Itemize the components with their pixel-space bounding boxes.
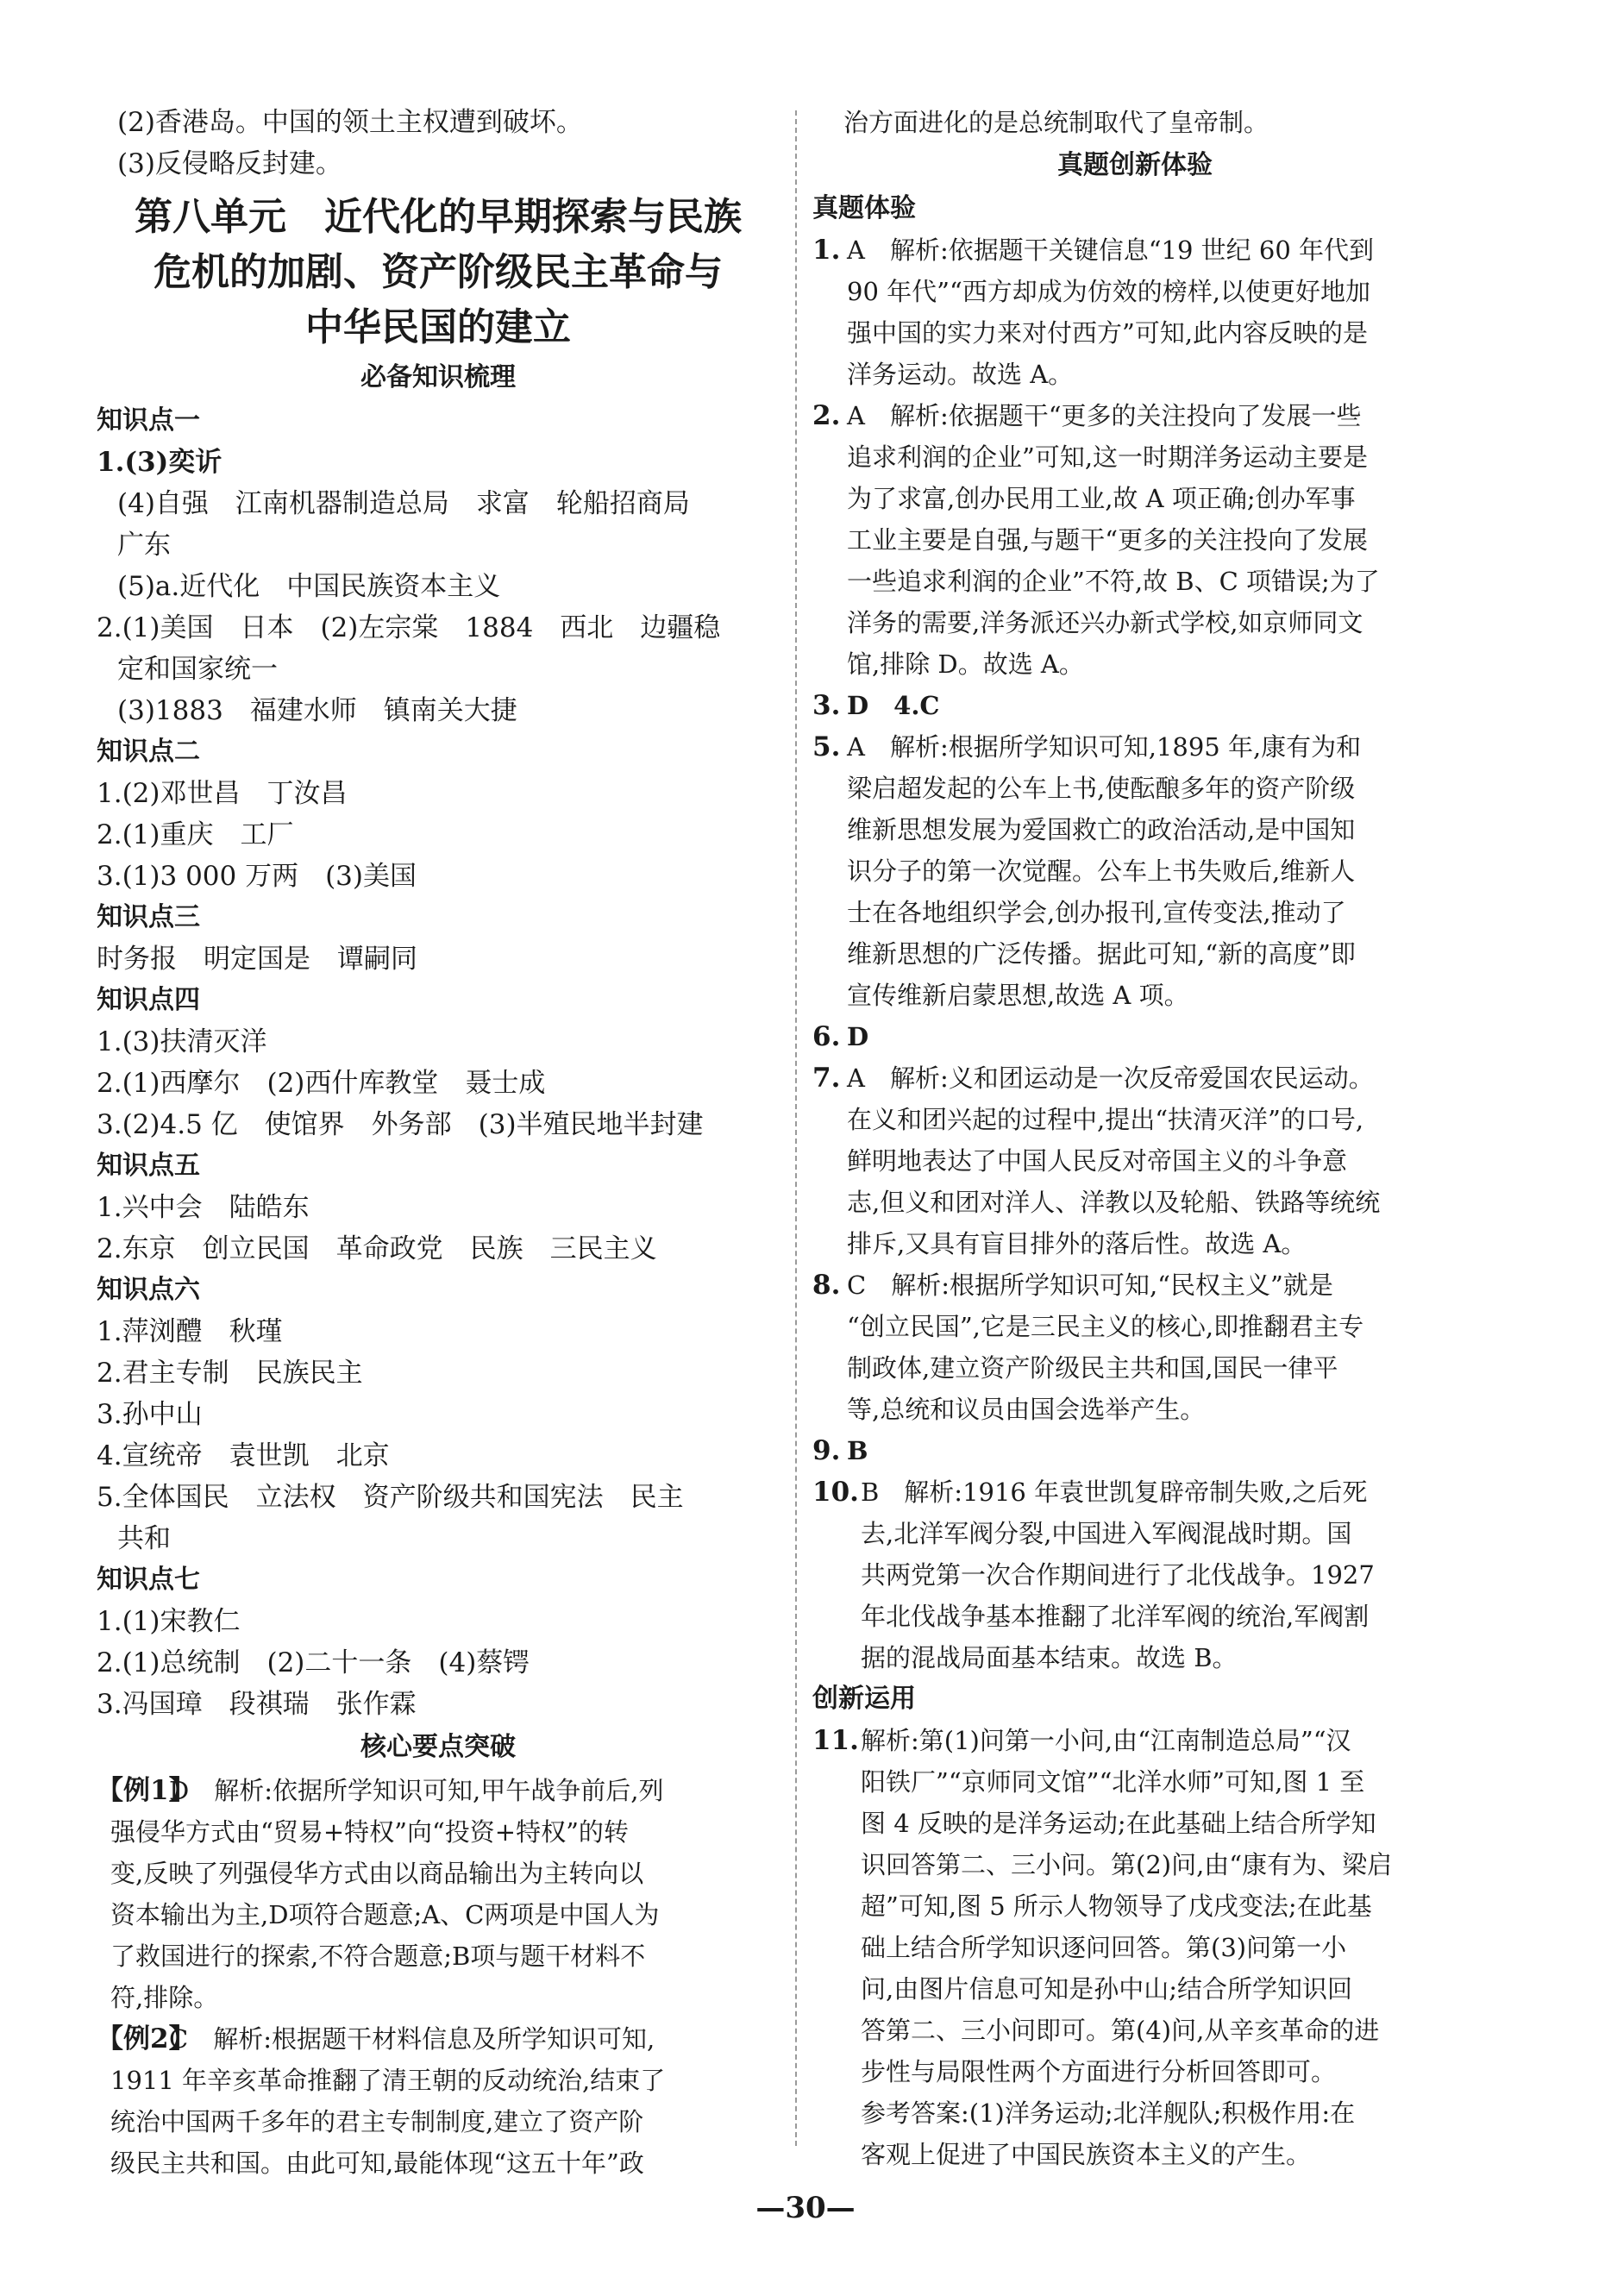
- example-tag: 【例2】: [97, 2023, 196, 2054]
- answer-line: 追求利润的企业”可知,这一时期洋务运动主要是: [847, 442, 1369, 472]
- example-line: 了救国进行的探索,不符合题意;B项与题干材料不: [110, 1942, 646, 1971]
- answer-line: 1.(3)奕䜣: [97, 447, 223, 478]
- answer-item: [812, 1057, 1457, 1264]
- unit-title-line: 危机的加剧、资产阶级民主革命与: [154, 250, 723, 294]
- answer-item: [812, 1016, 1457, 1057]
- answer-line: 工业主要是自强,与题干“更多的关注投向了发展: [847, 525, 1369, 555]
- section-title: 真题创新体验: [1057, 150, 1213, 180]
- text-line: (2)香港岛。中国的领土主权遭到破坏。: [117, 107, 583, 138]
- answer-item: [812, 395, 1457, 685]
- example-line: 1911 年辛亥革命推翻了清王朝的反动统治,结束了: [110, 2066, 666, 2095]
- answer-line: 3.(2)4.5 亿 使馆界 外务部 (3)半殖民地半封建: [97, 1109, 704, 1140]
- knowledge-point-heading: 知识点三: [97, 902, 200, 932]
- answer-line: 4.宣统帝 袁世凯 北京: [97, 1440, 390, 1471]
- answer-line: 1.(3)扶清灭洋: [97, 1026, 267, 1057]
- item-number: 9.: [812, 1435, 841, 1466]
- answer-line: 维新思想发展为爱国救亡的政治活动,是中国知: [847, 815, 1356, 844]
- item-number: 7.: [812, 1063, 841, 1094]
- item-number: 3.: [812, 690, 841, 721]
- answer-line: 超”可知,图 5 所示人物领导了戊戌变法;在此基: [861, 1891, 1372, 1921]
- reference-answer-line: 参考答案:(1)洋务运动;北洋舰队;积极作用:在: [861, 2098, 1356, 2128]
- section-title: 核心要点突破: [360, 1732, 516, 1762]
- reference-answer-line: 客观上促进了中国民族资本主义的产生。: [861, 2140, 1312, 2169]
- answer-line: 士在各地组织学会,创办报刊,宣传变法,推动了: [847, 898, 1346, 927]
- item-number: 10.: [812, 1477, 859, 1508]
- unit-title-line: 中华民国的建立: [305, 305, 571, 349]
- text-line: (3)反侵略反封建。: [117, 148, 342, 179]
- page-number: —30—: [755, 2191, 856, 2225]
- example-line: 统治中国两千多年的君主专制制度,建立了资产阶: [110, 2107, 644, 2136]
- answer-line: 5.全体国民 立法权 资产阶级共和国宪法 民主: [97, 1482, 684, 1513]
- answer-line: 洋务运动。故选 A。: [847, 360, 1074, 389]
- answer-line: 2.东京 创立民国 革命政党 民族 三民主义: [97, 1233, 657, 1264]
- answer-line: 为了求富,创办民用工业,故 A 项正确;创办军事: [847, 484, 1356, 513]
- answer-line: 2.(1)美国 日本 (2)左宗棠 1884 西北 边疆稳: [97, 612, 721, 643]
- answer-line: 2.君主专制 民族民主: [97, 1358, 363, 1389]
- example-tag: 【例1】: [97, 1775, 196, 1806]
- knowledge-point-heading: 知识点七: [97, 1565, 200, 1595]
- item-number: 5.: [812, 731, 841, 762]
- right-column: [812, 102, 1457, 2175]
- knowledge-point-heading: 知识点一: [97, 405, 200, 436]
- answer-line: 90 年代”“西方却成为仿效的榜样,以使更好地加: [847, 277, 1370, 306]
- answer-line: 1.萍浏醴 秋瑾: [97, 1316, 283, 1347]
- answer-line: 时务报 明定国是 谭嗣同: [97, 944, 417, 975]
- answer-line: 2.(1)西摩尔 (2)西什库教堂 聂士成: [97, 1068, 546, 1099]
- answer-line: 问,由图片信息可知是孙中山;结合所学知识回: [861, 1974, 1352, 2004]
- answer-line: 共和: [117, 1523, 171, 1554]
- answer-line: (4)自强 江南机器制造总局 求富 轮船招商局: [117, 488, 690, 519]
- example-line: 变,反映了列强侵华方式由以商品输出为主转向以: [110, 1859, 644, 1888]
- answer-line: “创立民国”,它是三民主义的核心,即推翻君主专: [847, 1312, 1364, 1341]
- answer-line: 宣传维新启蒙思想,故选 A 项。: [847, 981, 1189, 1010]
- answer-line: 解析:第(1)问第一小问,由“江南制造总局”“汉: [861, 1726, 1351, 1755]
- answer-line: A 解析:依据题干“更多的关注投向了发展一些: [847, 401, 1362, 430]
- answer-line: 1.(2)邓世昌 丁汝昌: [97, 778, 348, 809]
- answer-line: 一些追求利润的企业”不符,故 B、C 项错误;为了: [847, 567, 1380, 596]
- answer-line: 去,北洋军阀分裂,中国进入军阀混战时期。国: [861, 1519, 1352, 1548]
- answer-line: 梁启超发起的公车上书,使酝酿多年的资产阶级: [847, 774, 1356, 803]
- text-line: 治方面进化的是总统制取代了皇帝制。: [843, 108, 1269, 137]
- answer-line: 志,但义和团对洋人、洋教以及轮船、铁路等统统: [847, 1188, 1381, 1217]
- answer-line: 答第二、三小问即可。第(4)问,从辛亥革命的进: [861, 2016, 1380, 2045]
- example-line: 资本输出为主,D项符合题意;A、C两项是中国人为: [110, 1900, 660, 1929]
- answer-line: 鲜明地表达了中国人民反对帝国主义的斗争意: [847, 1146, 1348, 1176]
- answer-item: [812, 1471, 1457, 1678]
- answer-line: 制政体,建立资产阶级民主共和国,国民一律平: [847, 1353, 1338, 1383]
- answer-line: 1.兴中会 陆皓东: [97, 1192, 310, 1223]
- answer-line: 年北伐战争基本推翻了北洋军阀的统治,军阀割: [861, 1602, 1370, 1631]
- answer-line: 3.(1)3 000 万两 (3)美国: [97, 861, 417, 892]
- answer-item: [812, 1720, 1457, 2175]
- answer-line: A 解析:根据所学知识可知,1895 年,康有为和: [847, 732, 1362, 762]
- answer-line: 图 4 反映的是洋务运动;在此基础上结合所学知: [861, 1809, 1376, 1838]
- answer-line: 3.冯国璋 段祺瑞 张作霖: [97, 1689, 417, 1720]
- answer-item: [812, 685, 1457, 726]
- answer-line: 洋务的需要,洋务派还兴办新式学校,如京师同文: [847, 608, 1363, 637]
- answer-line: 础上结合所学知识逐问回答。第(3)问第一小: [861, 1933, 1347, 1962]
- knowledge-point-heading: 知识点五: [97, 1151, 200, 1181]
- item-number: 8.: [812, 1270, 841, 1301]
- example-line: D 解析:依据所学知识可知,甲午战争前后,列: [169, 1776, 664, 1805]
- answer-line: (5)a.近代化 中国民族资本主义: [117, 571, 501, 602]
- knowledge-point-heading: 知识点二: [97, 737, 200, 767]
- example-block: [97, 2018, 780, 2060]
- answer-line: 在义和团兴起的过程中,提出“扶清灭洋”的口号,: [847, 1105, 1364, 1134]
- answer-line: 据的混战局面基本结束。故选 B。: [861, 1643, 1238, 1672]
- section-title: 必备知识梳理: [360, 362, 516, 392]
- example-line: 级民主共和国。由此可知,最能体现“这五十年”政: [110, 2149, 644, 2178]
- example-line: C 解析:根据题干材料信息及所学知识可知,: [169, 2024, 655, 2054]
- knowledge-point-heading: 知识点六: [97, 1275, 200, 1305]
- answer-item: [812, 1430, 1457, 1471]
- answer-line: 2.(1)总统制 (2)二十一条 (4)蔡锷: [97, 1647, 530, 1678]
- answer-line: 识回答第二、三小问。第(2)问,由“康有为、梁启: [861, 1850, 1393, 1879]
- item-number: 1.: [812, 235, 841, 266]
- left-column: [97, 102, 780, 2184]
- unit-title-line: 第八单元 近代化的早期探索与民族: [135, 195, 742, 239]
- example-block: [97, 1770, 780, 1811]
- answer-line: B: [847, 1436, 868, 1465]
- answer-line: 定和国家统一: [117, 654, 278, 685]
- answer-line: 强中国的实力来对付西方”可知,此内容反映的是: [847, 318, 1369, 348]
- answer-item: [812, 1264, 1457, 1430]
- answer-line: 馆,排除 D。故选 A。: [847, 649, 1084, 679]
- answer-line: 1.(1)宋教仁: [97, 1606, 241, 1637]
- item-number: 6.: [812, 1021, 841, 1052]
- answer-line: 阳铁厂”“京师同文馆”“北洋水师”可知,图 1 至: [861, 1767, 1365, 1797]
- answer-line: (3)1883 福建水师 镇南关大捷: [117, 695, 517, 726]
- subsection-heading: 创新运用: [812, 1684, 916, 1714]
- item-number: 2.: [812, 400, 841, 431]
- answer-line: 维新思想的广泛传播。据此可知,“新的高度”即: [847, 939, 1356, 969]
- answer-line: D: [847, 1022, 869, 1051]
- answer-line: C 解析:根据所学知识可知,“民权主义”就是: [847, 1270, 1333, 1300]
- answer-line: D 4.C: [847, 691, 940, 720]
- answer-line: 广东: [117, 530, 171, 561]
- answer-item: [812, 229, 1457, 395]
- subsection-heading: 真题体验: [812, 193, 916, 223]
- answer-line: 共两党第一次合作期间进行了北伐战争。1927: [861, 1560, 1375, 1590]
- answer-line: 3.孙中山: [97, 1399, 203, 1430]
- answer-line: A 解析:义和团运动是一次反帝爱国农民运动。: [847, 1063, 1374, 1093]
- example-line: 符,排除。: [110, 1983, 219, 2012]
- column-divider: [795, 110, 797, 2146]
- item-number: 11.: [812, 1725, 859, 1756]
- answer-line: A 解析:依据题干关键信息“19 世纪 60 年代到: [847, 235, 1374, 265]
- knowledge-point-heading: 知识点四: [97, 985, 200, 1015]
- answer-line: 步性与局限性两个方面进行分析回答即可。: [861, 2057, 1337, 2086]
- example-line: 强侵华方式由“贸易+特权”向“投资+特权”的转: [110, 1817, 629, 1847]
- answer-line: B 解析:1916 年袁世凯复辟帝制失败,之后死: [861, 1477, 1368, 1507]
- answer-line: 2.(1)重庆 工厂: [97, 819, 294, 850]
- answer-item: [812, 726, 1457, 1016]
- answer-line: 排斥,又具有盲目排外的落后性。故选 A。: [847, 1229, 1307, 1258]
- answer-line: 识分子的第一次觉醒。公车上书失败后,维新人: [847, 856, 1356, 886]
- answer-line: 等,总统和议员由国会选举产生。: [847, 1395, 1206, 1424]
